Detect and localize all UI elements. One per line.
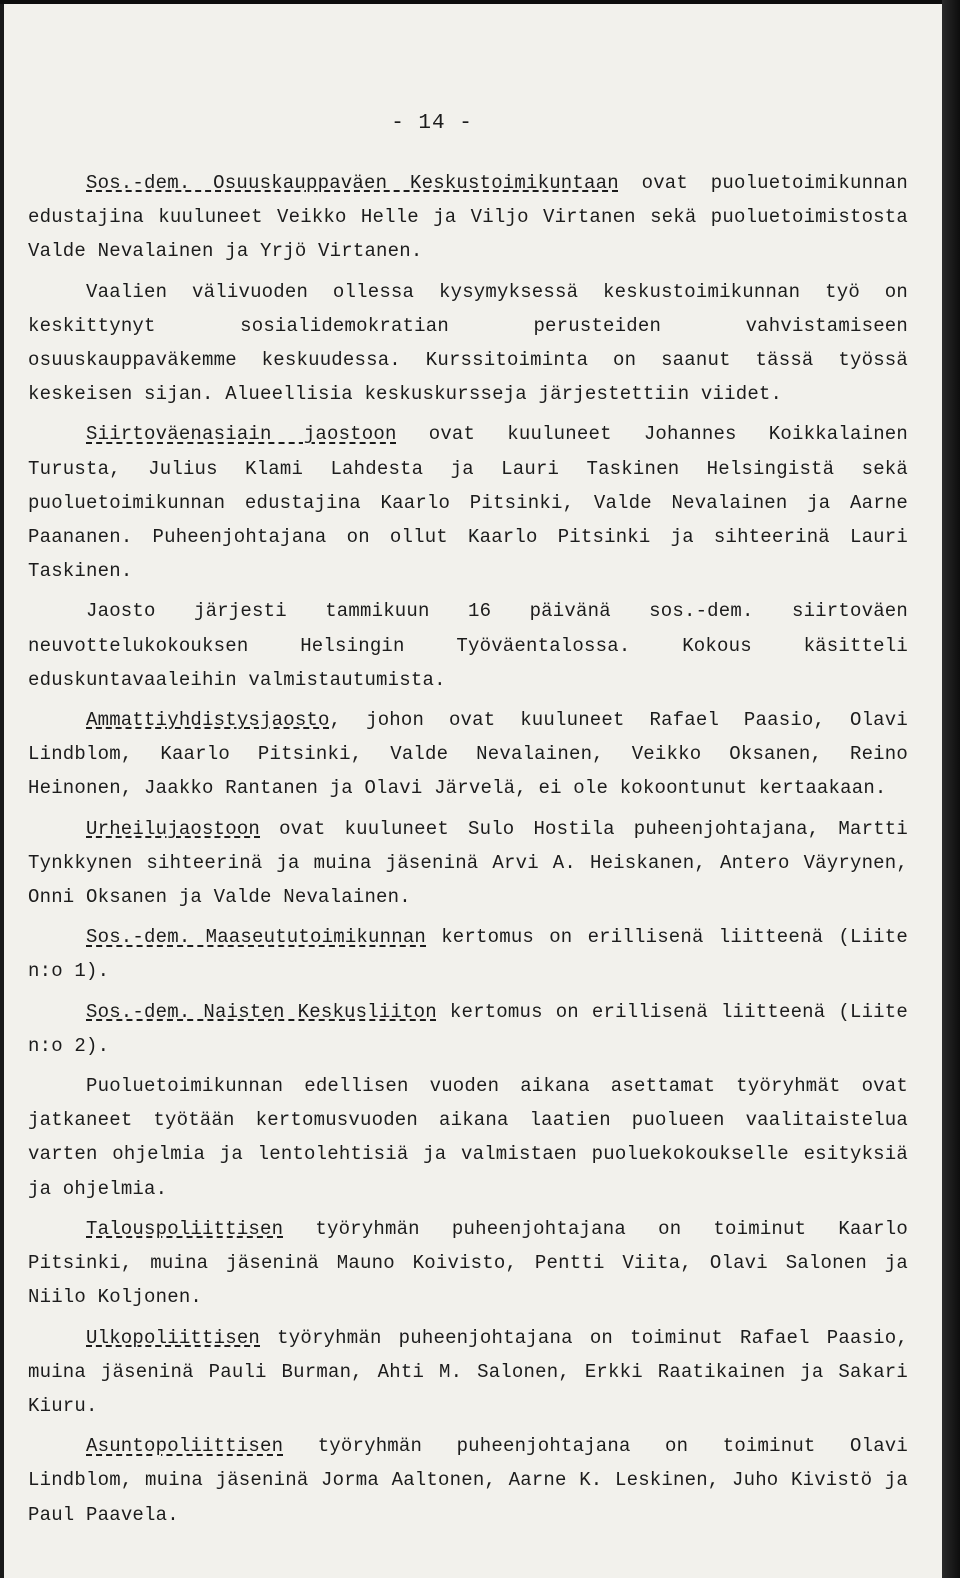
paragraph-osuuskauppavaki [28, 166, 908, 269]
paragraph-jaosto-kokous [28, 594, 908, 697]
paragraph-text: Puoluetoimikunnan edellisen vuoden aikana asettamat työryhmät ovat jatkaneet työtään kertomusvuoden aikana laatien puolueen vaalitaistelua varten ohjelmia ja lentolehtisiä ja valmistaen puoluekokoukselle esityksiä ja ohjelmia. [28, 1075, 908, 1200]
paragraph-maaseututoimikunta [28, 920, 908, 988]
paragraph-naisten-keskusliitto [28, 995, 908, 1063]
paragraph-heading: Ammattiyhdistysjaosto [86, 709, 330, 732]
paragraph-heading: Siirtoväenasiain jaostoon [86, 423, 397, 446]
paragraph-tyoryhmat [28, 1069, 908, 1206]
paragraph-heading: Sos.-dem. Naisten Keskusliiton [86, 1000, 437, 1023]
paragraph-ammattiyhdistysjaosto [28, 703, 908, 806]
paragraph-siirtovaki-jaosto [28, 417, 908, 588]
paragraph-vaalien-valivuosi [28, 275, 908, 412]
document-page [4, 4, 942, 1578]
paragraph-heading: Urheilujaostoon [86, 817, 261, 840]
paragraph-text: , johon ovat kuuluneet Rafael Paasio, Olavi Lindblom, Kaarlo Pitsinki, Valde Nevalainen, Veikko Oksanen, Reino Heinonen, Jaakko Rantanen ja Olavi Järvelä, ei ole kokoontunut kertaakaan. [28, 709, 908, 800]
scan-right-edge [942, 0, 960, 1578]
paragraph-asuntopoliittinen [28, 1429, 908, 1532]
paragraph-text: työryhmän puheenjohtajana on toiminut Kaarlo Pitsinki, muina jäseninä Mauno Koivisto, Pentti Viita, Olavi Salonen ja Niilo Koljonen. [28, 1217, 908, 1309]
page-number: - 14 - [391, 112, 473, 135]
paragraph-text: ovat kuuluneet Sulo Hostila puheenjohtajana, Martti Tynkkynen sihteerinä ja muina jäseninä Arvi A. Heiskanen, Antero Väyrynen, Onni Oksanen ja Valde Nevalainen. [28, 817, 908, 909]
paragraph-urheilujaosto [28, 812, 908, 915]
paragraph-ulkopoliittinen [28, 1321, 908, 1424]
paragraph-text: Jaosto järjesti tammikuun 16 päivänä sos.-dem. siirtoväen neuvottelukokouksen Helsingin Työväentalossa. Kokous käsitteli eduskuntavaaleihin valmistautumista. [28, 600, 908, 691]
paragraph-heading: Asuntopoliittisen [86, 1435, 284, 1458]
paragraph-text: työryhmän puheenjohtajana on toiminut Rafael Paasio, muina jäseninä Pauli Burman, Ahti M. Salonen, Erkki Raatikainen ja Sakari Kiuru. [28, 1326, 908, 1417]
document-body [28, 166, 908, 1538]
paragraph-text: ovat kuuluneet Johannes Koikkalainen Turusta, Julius Klami Lahdesta ja Lauri Taskinen Helsingistä sekä puoluetoimikunnan edustajina Kaarlo Pitsinki, Valde Nevalainen ja Aarne Paananen. Puheenjohtajana on ollut Kaarlo Pitsinki ja sihteerinä Lauri Taskinen. [28, 423, 908, 583]
paragraph-text: kertomus on erillisenä liitteenä (Liite n:o 1). [28, 926, 908, 983]
paragraph-talouspoliittinen [28, 1212, 908, 1315]
paragraph-heading: Ulkopoliittisen [86, 1326, 261, 1349]
paragraph-heading: Sos.-dem. Maaseututoimikunnan [86, 926, 427, 949]
paragraph-heading: Talouspoliittisen [86, 1217, 284, 1240]
paragraph-text: Vaalien välivuoden ollessa kysymyksessä keskustoimikunnan työ on keskittynyt sosialidemokratian perusteiden vahvistamiseen osuuskauppaväkemme keskuudessa. Kurssitoiminta on saanut tässä työssä keskeisen sijan. Alueellisia keskuskursseja järjestettiin viidet. [28, 280, 908, 406]
paragraph-text: työryhmän puheenjohtajana on toiminut Olavi Lindblom, muina jäseninä Jorma Aaltonen, Aarne K. Leskinen, Juho Kivistö ja Paul Paavela. [28, 1435, 908, 1526]
paragraph-text: kertomus on erillisenä liitteenä (Liite n:o 2). [28, 1000, 908, 1057]
paragraph-heading: Sos.-dem. Osuuskauppaväen Keskustoimikuntaan [86, 172, 619, 194]
paragraph-text: ovat puoluetoimikunnan edustajina kuuluneet Veikko Helle ja Viljo Virtanen sekä puoluetoimistosta Valde Nevalainen ja Yrjö Virtanen. [28, 172, 909, 263]
